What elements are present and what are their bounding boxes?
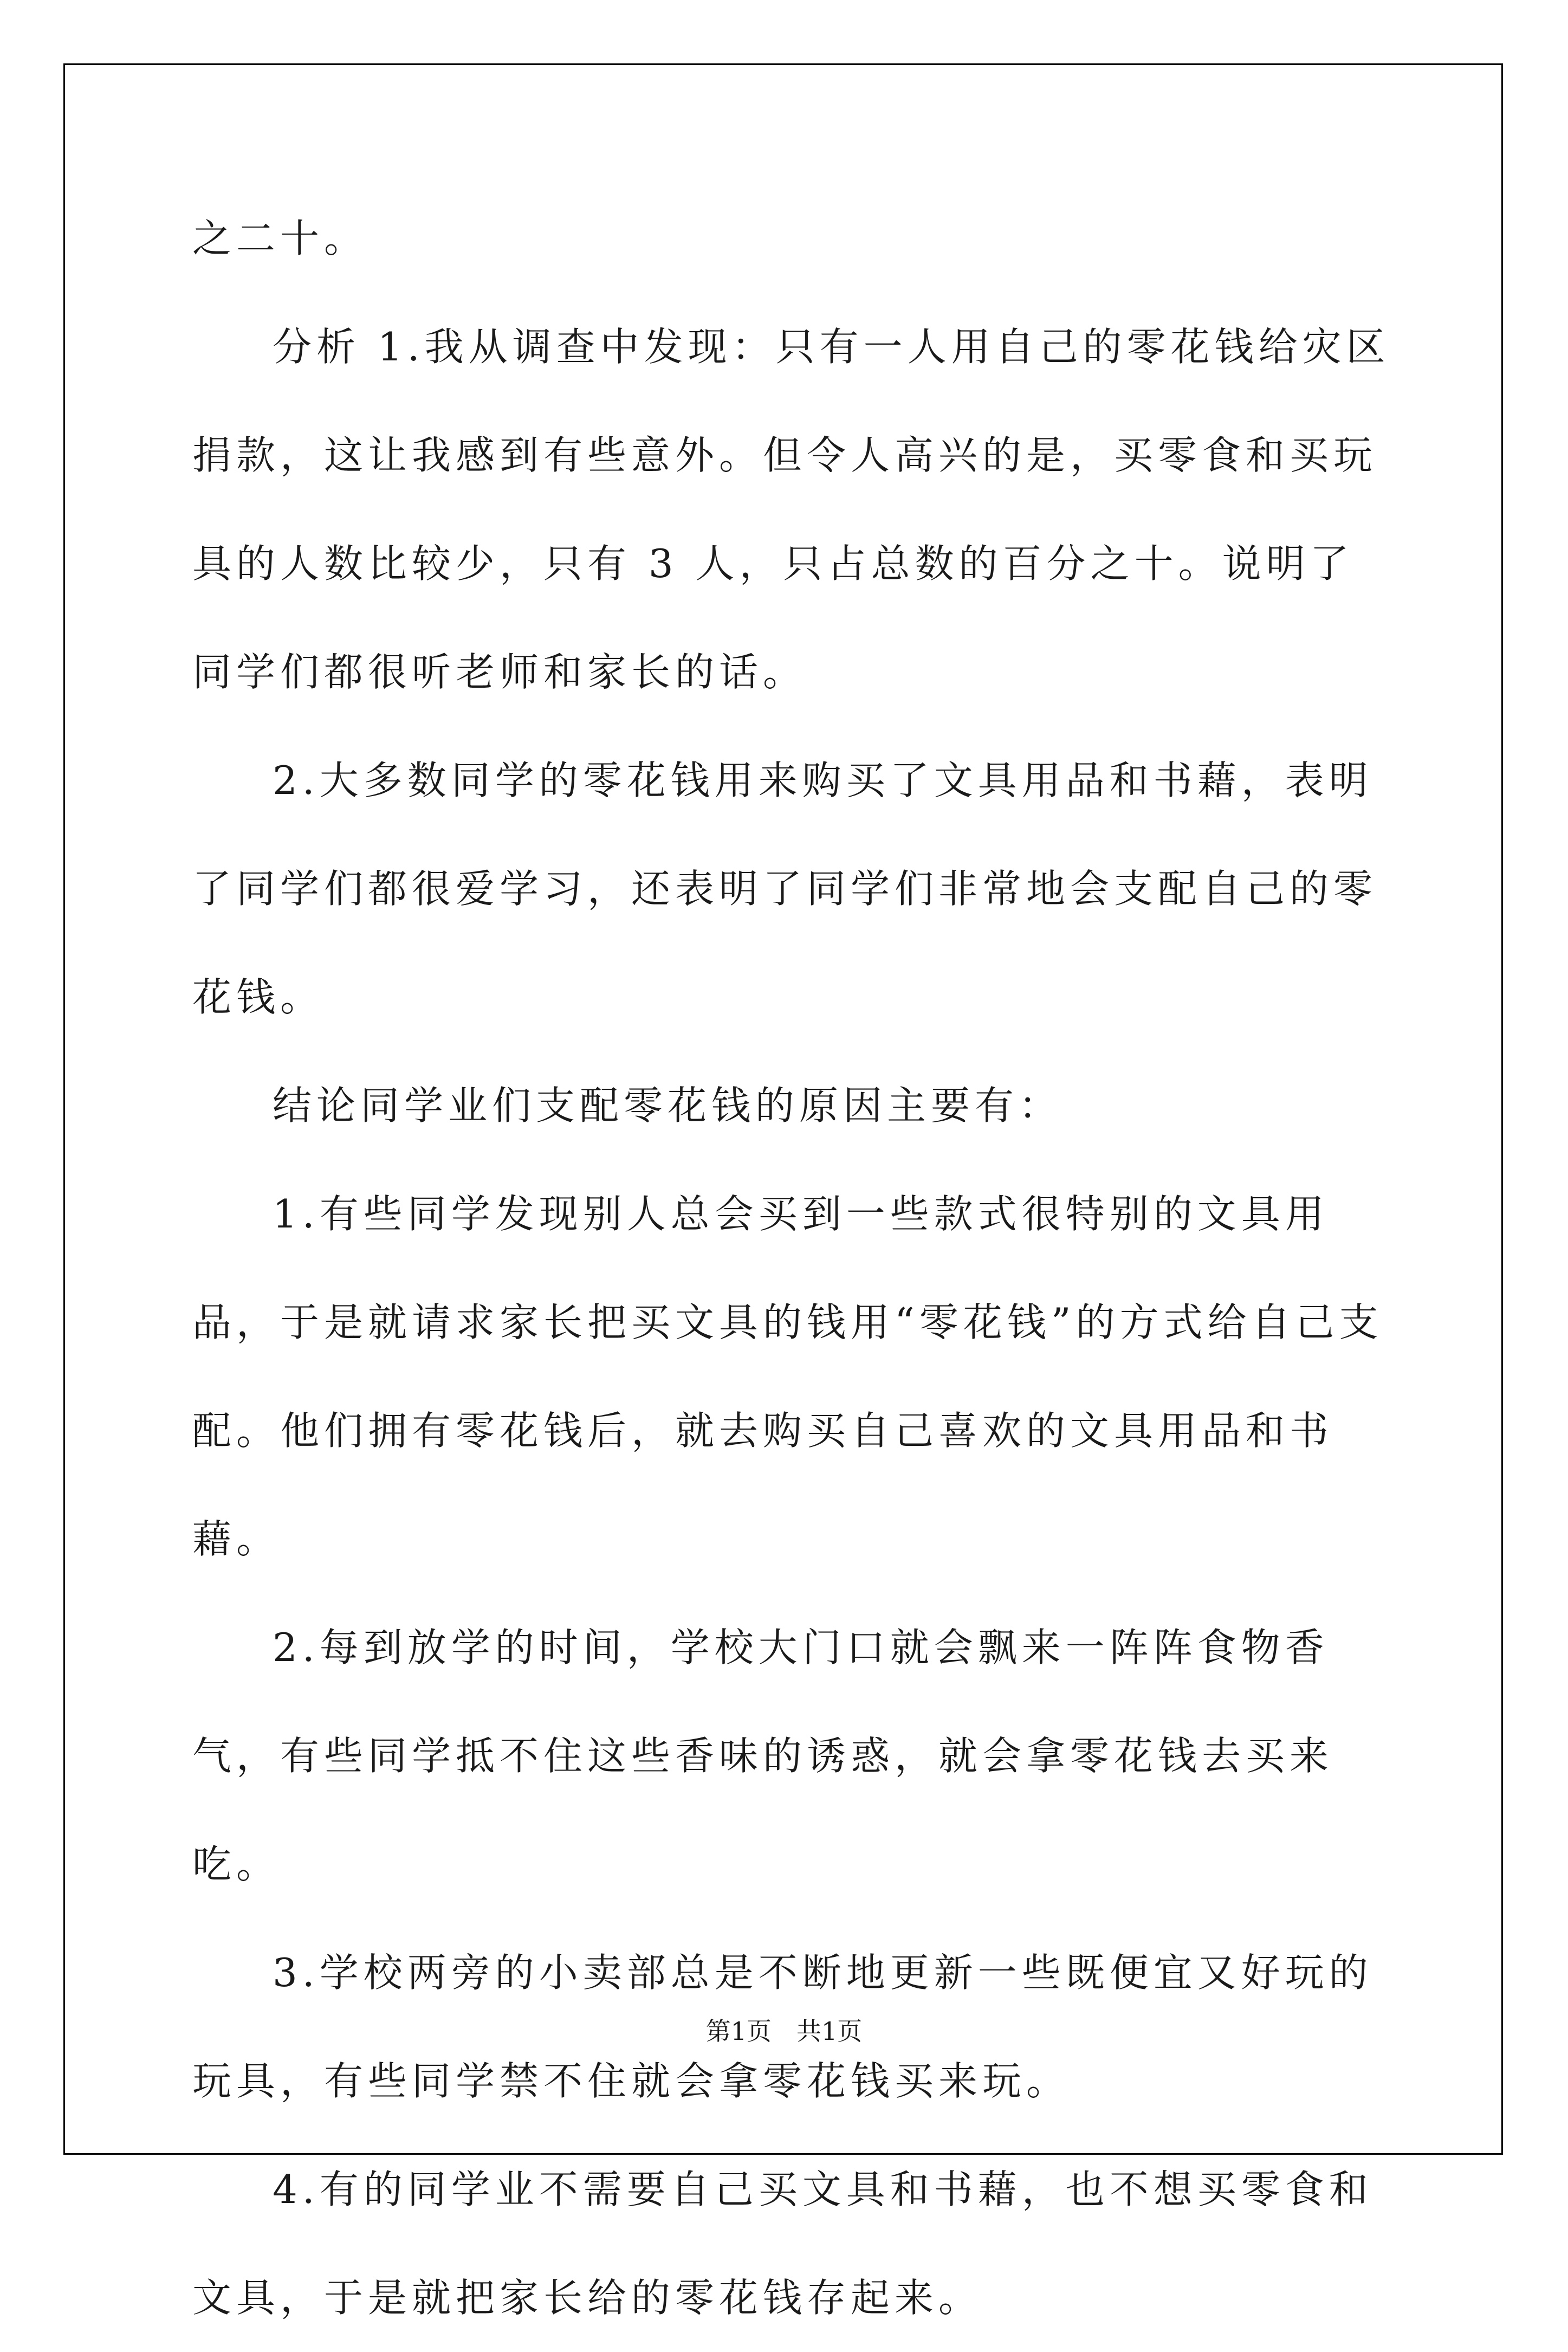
paragraph: 1.有些同学发现别人总会买到一些款式很特别的文具用品，于是就请求家长把买文具的钱用“零花钱”的方式给自己支配。他们拥有零花钱后，就去购买自己喜欢的文具用品和书藉。	[192, 1191, 1383, 1562]
paragraph: 3.学校两旁的小卖部总是不断地更新一些既便宜又好玩的玩具，有些同学禁不住就会拿零花钱买来玩。	[192, 1950, 1373, 2104]
paragraph: 2.大多数同学的零花钱用来购买了文具用品和书藉，表明了同学们都很爱学习，还表明了同学们非常地会支配自己的零花钱。	[192, 758, 1378, 1020]
paragraph: 2.每到放学的时间，学校大门口就会飘来一阵阵食物香气，有些同学抵不住这些香味的诱惑，就会拿零花钱去买来吃。	[192, 1625, 1334, 1887]
paragraph: 分析 1.我从调查中发现：只有一人用自己的零花钱给灾区捐款，这让我感到有些意外。但令人高兴的是，买零食和买玩具的人数比较少，只有 3 人，只占总数的百分之十。说明了同学们都很听老师和家长的话。	[192, 324, 1390, 695]
paragraph: 4.有的同学业不需要自己买文具和书藉，也不想买零食和文具，于是就把家长给的零花钱存起来。	[192, 2167, 1373, 2321]
page-footer: 第1页 共1页	[705, 2017, 863, 2046]
paragraph: 之二十。	[192, 216, 368, 261]
paragraph: 结论同学业们支配零花钱的原因主要有：	[273, 1083, 1063, 1128]
